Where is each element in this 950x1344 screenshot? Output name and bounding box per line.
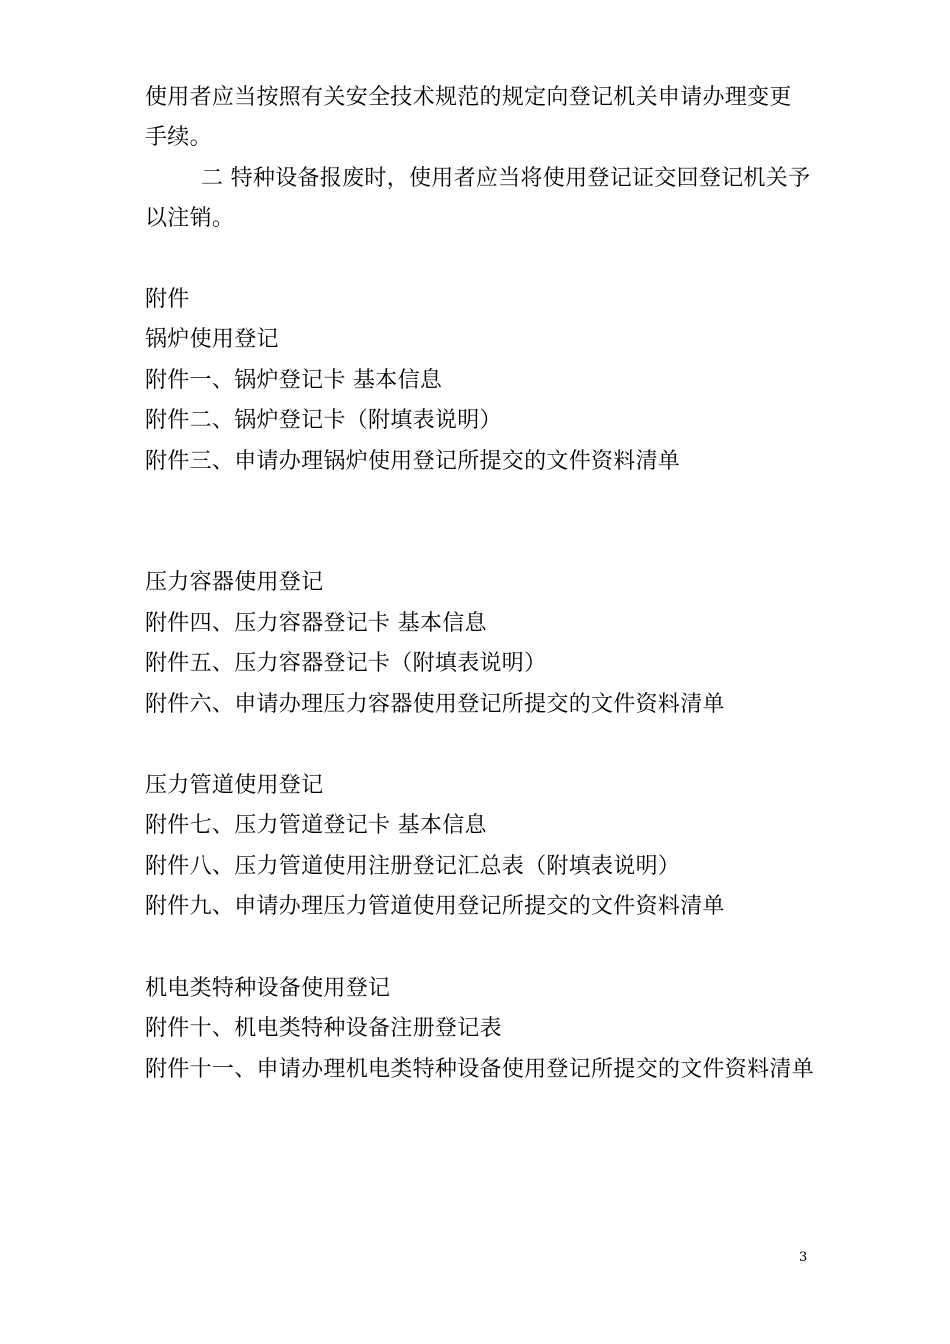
attachment-item: 附件二、锅炉登记卡（附填表说明） xyxy=(145,408,502,433)
attachment-item: 附件十、机电类特种设备注册登记表 xyxy=(145,1016,502,1041)
section-title-pressure-pipe: 压力管道使用登记 xyxy=(145,773,324,798)
attachment-item: 附件九、申请办理压力管道使用登记所提交的文件资料清单 xyxy=(145,894,725,919)
paragraph-line: 手续。 xyxy=(145,125,212,150)
page-number: 3 xyxy=(799,1250,808,1265)
section-title-boiler: 锅炉使用登记 xyxy=(145,327,279,352)
attachment-item: 附件一、锅炉登记卡 基本信息 xyxy=(145,368,443,393)
attachments-heading: 附件 xyxy=(145,287,190,312)
attachment-item: 附件十一、申请办理机电类特种设备使用登记所提交的文件资料清单 xyxy=(145,1057,815,1082)
attachment-item: 附件七、压力管道登记卡 基本信息 xyxy=(145,813,487,838)
section-title-pressure-vessel: 压力容器使用登记 xyxy=(145,570,324,595)
paragraph-line: 二 特种设备报废时，使用者应当将使用登记证交回登记机关予 xyxy=(201,166,811,191)
section-title-electromechanical: 机电类特种设备使用登记 xyxy=(145,976,391,1001)
attachment-item: 附件五、压力容器登记卡（附填表说明） xyxy=(145,651,547,676)
attachment-item: 附件三、申请办理锅炉使用登记所提交的文件资料清单 xyxy=(145,449,681,474)
attachment-item: 附件四、压力容器登记卡 基本信息 xyxy=(145,611,487,636)
attachment-item: 附件八、压力管道使用注册登记汇总表（附填表说明） xyxy=(145,854,681,879)
paragraph-line: 使用者应当按照有关安全技术规范的规定向登记机关申请办理变更 xyxy=(145,85,792,110)
attachment-item: 附件六、申请办理压力容器使用登记所提交的文件资料清单 xyxy=(145,692,725,717)
paragraph-line: 以注销。 xyxy=(145,206,235,231)
